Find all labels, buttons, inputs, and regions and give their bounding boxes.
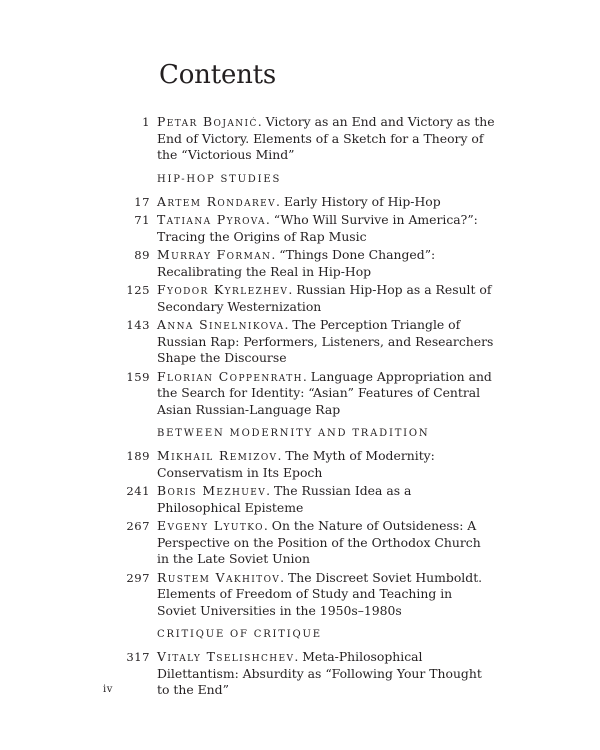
author-name: Rustem Vakhitov	[157, 569, 281, 585]
page-number: 241	[126, 484, 150, 498]
entry-title: The Myth of Modernity: Conservatism in Its Epoch	[157, 448, 435, 480]
author-name: Anna Sinelnikova	[157, 317, 285, 332]
entry-title: The Russian Idea as a Philosophical Episteme	[157, 483, 412, 515]
folio-page-number: iv	[103, 684, 113, 695]
section-heading: CRITIQUE OF CRITIQUE	[157, 629, 322, 640]
page-number: 267	[126, 519, 150, 533]
entry-title: The Perception Triangle of Russian Rap: Performers, Listeners, and Researchers Shape the Discourse	[157, 317, 494, 365]
section-heading: BETWEEN MODERNITY AND TRADITION	[157, 428, 430, 439]
entry-title: The Discreet Soviet Humboldt. Elements of Freedom of Study and Teaching in Soviet Universities in the 1950s–1980s	[157, 569, 483, 618]
author-name: Artem Rondarev	[157, 193, 277, 209]
page-number: 297	[126, 570, 150, 585]
author-name: Mikhail Remizov	[157, 448, 278, 463]
author-name: Vitaly Tselishchev	[157, 649, 295, 664]
page-number: 125	[126, 283, 150, 297]
author-name: Tatiana Pyrova	[157, 212, 266, 227]
toc-entry: 317 Vitaly Tselishchev. Meta-Philosophical Dilettantism: Absurdity as “Following Your Thought to the End”	[100, 649, 495, 699]
entry-title: “Who Will Survive in America?”: Tracing the Origins of Rap Music	[157, 212, 478, 244]
toc-entry: 1 Petar Bojanić. Victory as an End and Victory as the End of Victory. Elements of a Sketch for a Theory of the “Victorious Mind”	[100, 114, 495, 164]
toc-entry: 267 Evgeny Lyutko. On the Nature of Outsideness: A Perspective on the Position of the Orthodox Church in the Late Soviet Union	[100, 518, 495, 568]
section-heading: HIP-HOP STUDIES	[157, 173, 282, 185]
entry-title: Victory as an End and Victory as the End of Victory. Elements of a Sketch for a Theory of the “Victorious Mind”	[157, 114, 495, 162]
toc-entry: 241 Boris Mezhuev. The Russian Idea as a Philosophical Episteme	[100, 483, 495, 516]
page-number: 1	[142, 115, 150, 129]
toc-entry: 125 Fyodor Kyrlezhev. Russian Hip-Hop as a Result of Secondary Westernization	[100, 282, 495, 315]
toc-entry: 89 Murray Forman. “Things Done Changed”: Recalibrating the Real in Hip-Hop	[100, 247, 495, 280]
page-number: 89	[134, 248, 150, 262]
toc-entry: 297 Rustem Vakhitov. The Discreet Soviet Humboldt. Elements of Freedom of Study and Teaching in Soviet Universities in the 1950s–1980s	[100, 570, 495, 620]
author-name: Boris Mezhuev	[157, 483, 267, 498]
entry-title: Meta-Philosophical Dilettantism: Absurdity as “Following Your Thought to the End”	[157, 649, 482, 697]
page-number: 159	[126, 369, 150, 384]
author-name: Murray Forman	[157, 247, 272, 262]
entry-title: On the Nature of Outsideness: A Perspective on the Position of the Orthodox Church in the Late Soviet Union	[157, 518, 481, 566]
page-number: 317	[126, 650, 150, 664]
author-name: Evgeny Lyutko	[157, 518, 264, 533]
toc-entry: 189 Mikhail Remizov. The Myth of Modernity: Conservatism in Its Epoch	[100, 448, 495, 481]
toc-entry: 143 Anna Sinelnikova. The Perception Triangle of Russian Rap: Performers, Listeners, and Researchers Shape the Discourse	[100, 317, 495, 367]
page-title: Contents	[159, 60, 277, 90]
table-of-contents	[100, 114, 495, 701]
author-name: Fyodor Kyrlezhev	[157, 282, 289, 297]
entry-title: “Things Done Changed”: Recalibrating the Real in Hip-Hop	[157, 247, 436, 279]
entry-title: Early History of Hip-Hop	[283, 193, 441, 209]
toc-entry: 71 Tatiana Pyrova. “Who Will Survive in America?”: Tracing the Origins of Rap Music	[100, 212, 495, 245]
entry-title: Language Appropriation and the Search for Identity: “Asian” Features of Central Asian Russian-Language Rap	[157, 368, 492, 417]
page-number: 189	[126, 449, 150, 463]
author-name: Florian Coppenrath	[157, 368, 303, 384]
page-number: 71	[134, 213, 150, 227]
page-number: 143	[126, 318, 150, 332]
toc-entry: 159 Florian Coppenrath. Language Appropriation and the Search for Identity: “Asian” Features of Central Asian Russian-Language Rap	[100, 369, 495, 419]
entry-title: Russian Hip-Hop as a Result of Secondary Westernization	[157, 282, 492, 314]
page-number: 17	[134, 194, 150, 209]
toc-entry: 17 Artem Rondarev. Early History of Hip-Hop	[100, 194, 495, 211]
author-name: Petar Bojanić	[157, 114, 258, 129]
